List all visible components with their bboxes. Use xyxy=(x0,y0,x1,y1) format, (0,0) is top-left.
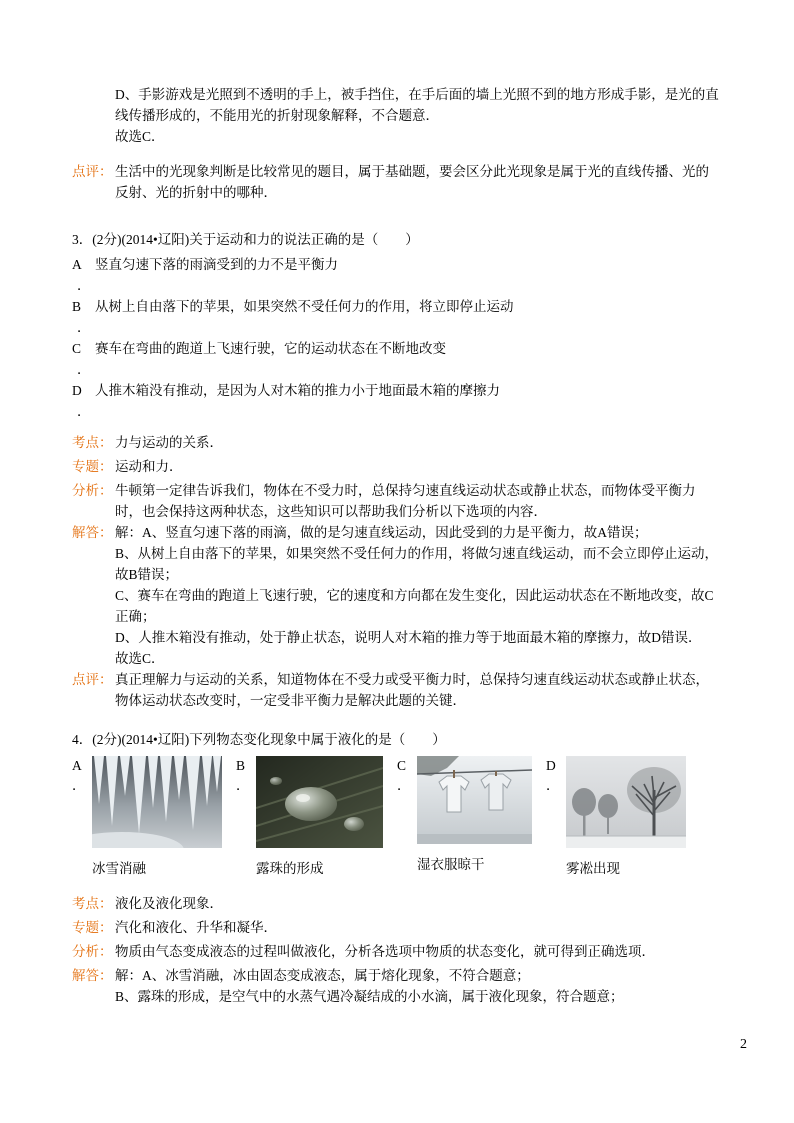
q3-option-c xyxy=(72,338,722,359)
q3-jieda-text xyxy=(115,522,722,669)
q3-option-c-text: 赛车在弯曲的跑道上飞速行驶，它的运动状态在不断地改变 xyxy=(95,341,446,356)
q3-option-a-text: 竖直匀速下落的雨滴受到的力不是平衡力 xyxy=(95,257,338,272)
zhuanti-label: 专题： xyxy=(72,920,113,935)
review-label: 点评： xyxy=(72,164,113,179)
q4-option-b-caption: 露珠的形成 xyxy=(256,861,324,876)
q3-dianping-text: 真正理解力与运动的关系，知道物体在不受力或受平衡力时，总保持匀速直线运动状态或静止状态，物体运动状态改变时，一定受非平衡力是解决此题的关键． xyxy=(115,672,709,708)
question-3-options xyxy=(72,254,722,422)
dew-on-leaf-photo xyxy=(256,756,383,848)
q3-jieda-line: D、人推木箱没有推动，处于静止状态，说明人对木箱的推力等于地面最木箱的摩擦力，故D错误． xyxy=(115,630,702,645)
fenxi-label: 分析： xyxy=(72,944,113,959)
q3-option-d-period: ． xyxy=(77,404,91,419)
q4-jieda-text xyxy=(115,965,722,1007)
clothes-drying-photo xyxy=(417,756,532,844)
zhuanti-label: 专题： xyxy=(72,459,113,474)
q4-option-a-letter: A xyxy=(72,758,82,773)
q3-jieda-row xyxy=(72,522,722,669)
q4-fenxi-row xyxy=(72,941,722,962)
q4-kaodian-text: 液化及液化现象． xyxy=(115,896,223,911)
fenxi-label: 分析： xyxy=(72,483,113,498)
prev-review-row xyxy=(72,161,722,203)
q4-option-a-period: ． xyxy=(72,778,86,793)
q4-option-d xyxy=(546,756,686,879)
jieda-label: 解答： xyxy=(72,525,113,540)
q3-option-a xyxy=(72,254,722,275)
q4-option-d-period: ． xyxy=(546,778,560,793)
question-4-options xyxy=(72,756,722,879)
q4-fenxi-text: 物质由气态变成液态的过程叫做液化，分析各选项中物质的状态变化，就可得到正确选项． xyxy=(115,944,655,959)
q3-fenxi-row xyxy=(72,480,722,522)
prev-answer-text: D、手影游戏是光照到不透明的手上，被手挡住，在手后面的墙上光照不到的地方形成手影，是光的直线传播形成的，不能用光的折射现象解释，不合题意． xyxy=(115,87,719,123)
q3-option-c-letter: C xyxy=(72,341,82,356)
page-number: 2 xyxy=(740,1037,747,1052)
q4-option-b-period: ． xyxy=(236,778,250,793)
q3-dianping-row xyxy=(72,669,722,711)
jieda-label: 解答： xyxy=(72,968,113,983)
q4-jieda-line: 解：A、冰雪消融，冰由固态变成液态，属于熔化现象，不符合题意； xyxy=(115,968,530,983)
review-text: 生活中的光现象判断是比较常见的题目，属于基础题，要会区分此光现象是属于光的直线传播、光的反射、光的折射中的哪种． xyxy=(115,164,709,200)
q4-option-b-letter: B xyxy=(236,758,246,773)
q4-option-d-caption: 雾凇出现 xyxy=(566,861,620,876)
question-3-stem: 3．(2分)(2014•辽阳)关于运动和力的说法正确的是（ ） xyxy=(72,232,419,247)
q4-kaodian-row xyxy=(72,893,722,914)
prev-answer-conclusion: 故选C． xyxy=(115,129,165,144)
q4-option-c-letter: C xyxy=(397,758,407,773)
q3-option-d-text: 人推木箱没有推动，是因为人对木箱的推力小于地面最木箱的摩擦力 xyxy=(95,383,500,398)
q3-option-c-period: ． xyxy=(77,362,91,377)
q4-option-d-letter: D xyxy=(546,758,556,773)
q3-jieda-line: C、赛车在弯曲的跑道上飞速行驶，它的速度和方向都在发生变化，因此运动状态在不断地改变，故C正确； xyxy=(115,588,714,624)
q3-fenxi-text: 牛顿第一定律告诉我们，物体在不受力时，总保持匀速直线运动状态或静止状态，而物体受平衡力时，也会保持这两种状态，这些知识可以帮助我们分析以下选项的内容． xyxy=(115,483,696,519)
question-4-stem: 4．(2分)(2014•辽阳)下列物态变化现象中属于液化的是（ ） xyxy=(72,732,446,747)
q3-option-a-letter: A xyxy=(72,257,82,272)
kaodian-label: 考点： xyxy=(72,896,113,911)
q3-zhuanti-row xyxy=(72,456,722,477)
q3-jieda-line: B、从树上自由落下的苹果，如果突然不受任何力的作用，将做匀速直线运动，而不会立即停止运动，故B错误； xyxy=(115,546,719,582)
q4-jieda-line: B、露珠的形成，是空气中的水蒸气遇冷凝结成的小水滴，属于液化现象，符合题意； xyxy=(115,989,624,1004)
dianping-label: 点评： xyxy=(72,672,113,687)
q4-option-c-caption: 湿衣服晾干 xyxy=(417,857,485,872)
icicles-photo xyxy=(92,756,222,848)
q4-option-b xyxy=(236,756,383,879)
q3-jieda-line: 故选C． xyxy=(115,651,165,666)
q3-option-d-letter: D xyxy=(72,383,82,398)
q3-kaodian-text: 力与运动的关系． xyxy=(115,435,223,450)
q3-kaodian-row xyxy=(72,432,722,453)
q3-option-b xyxy=(72,296,722,317)
q4-option-c-period: ． xyxy=(397,778,411,793)
q3-option-a-period: ． xyxy=(77,278,91,293)
q3-option-d xyxy=(72,380,722,401)
q4-jieda-row xyxy=(72,965,722,1007)
q4-zhuanti-text: 汽化和液化、升华和凝华． xyxy=(115,920,277,935)
q3-jieda-line: 解：A、竖直匀速下落的雨滴，做的是匀速直线运动，因此受到的力是平衡力，故A错误； xyxy=(115,525,648,540)
q4-option-c xyxy=(397,756,532,875)
q3-zhuanti-text: 运动和力． xyxy=(115,459,183,474)
q3-option-b-period: ． xyxy=(77,320,91,335)
q4-option-a xyxy=(72,756,222,879)
kaodian-label: 考点： xyxy=(72,435,113,450)
q4-option-a-caption: 冰雪消融 xyxy=(92,861,146,876)
frosted-trees-photo xyxy=(566,756,686,848)
q3-option-b-letter: B xyxy=(72,299,82,314)
q4-zhuanti-row xyxy=(72,917,722,938)
q3-option-b-text: 从树上自由落下的苹果，如果突然不受任何力的作用，将立即停止运动 xyxy=(95,299,514,314)
